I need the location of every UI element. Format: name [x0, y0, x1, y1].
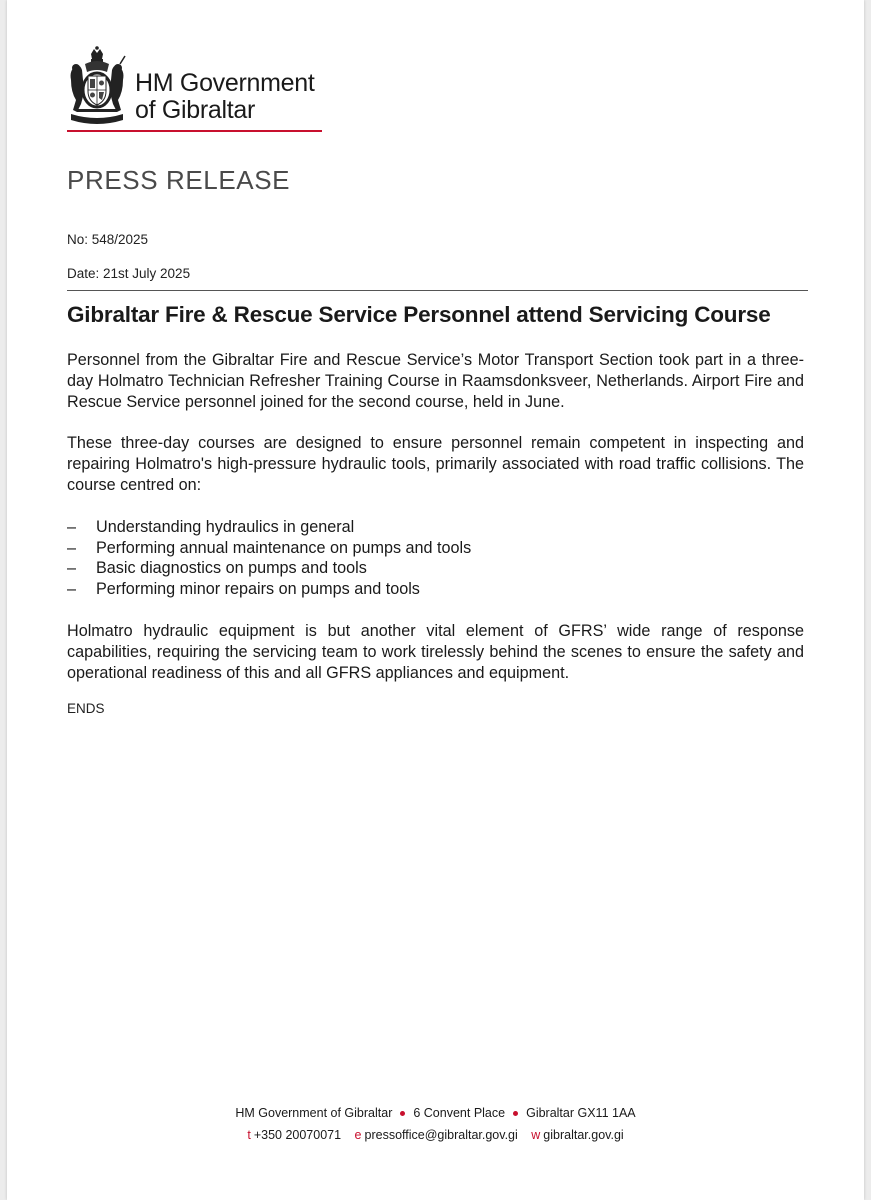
list-item	[67, 517, 804, 538]
list-item-text: Performing annual maintenance on pumps and tools	[96, 538, 472, 557]
footer-address-street: 6 Convent Place	[413, 1106, 506, 1120]
coat-of-arms-icon	[67, 46, 127, 128]
email-address[interactable]: pressoffice@gibraltar.gov.gi	[364, 1128, 518, 1142]
release-date: Date: 21st July 2025	[67, 266, 191, 281]
organization-name	[135, 70, 315, 124]
ends-marker: ENDS	[67, 701, 105, 717]
bullet-dash: –	[67, 538, 77, 557]
list-item-text: Basic diagnostics on pumps and tools	[96, 559, 367, 578]
release-number: No: 548/2025	[67, 232, 149, 247]
article-paragraph-2: These three-day courses are designed to ensure personnel remain competent in inspecting and repairing Holmatro's high-pressure hydraulic tools, primarily associated with road traffic collisions. The course centred on:	[67, 434, 804, 494]
email-prefix: e	[354, 1128, 362, 1142]
footer-address-org: HM Government of Gibraltar	[235, 1106, 393, 1120]
footer-address-city: Gibraltar GX11 1AA	[526, 1106, 636, 1120]
article-paragraph-1: Personnel from the Gibraltar Fire and Rescue Service’s Motor Transport Section took part in a three-day Holmatro Technician Refresher Training Course in Raamsdonksveer, Netherlands. Airport Fire and Rescue Service personnel joined for the second course, held in June.	[67, 351, 804, 411]
website-link[interactable]: gibraltar.gov.gi	[543, 1128, 624, 1142]
separator-dot-icon	[400, 1111, 405, 1116]
organization-name-line1: HM Government	[135, 69, 315, 97]
article-paragraph-3: Holmatro hydraulic equipment is but another vital element of GFRS’ wide range of response capabilities, requiring the servicing team to work tirelessly behind the scenes to ensure the safety and operational readiness of this and all GFRS appliances and equipment.	[67, 621, 804, 682]
list-item	[67, 579, 804, 600]
web-prefix: w	[531, 1128, 541, 1142]
list-item-text: Understanding hydraulics in general	[96, 517, 355, 536]
bullet-dash: –	[67, 580, 77, 599]
article-body	[67, 300, 804, 716]
list-item-text: Performing minor repairs on pumps and tools	[96, 580, 420, 599]
phone-number: +350 20070071	[253, 1128, 342, 1142]
document-type-heading: PRESS RELEASE	[67, 165, 291, 195]
header-divider	[67, 290, 808, 291]
phone-prefix: t	[247, 1128, 251, 1142]
footer-web	[531, 1128, 623, 1142]
footer-email	[355, 1128, 518, 1142]
press-release-page	[7, 0, 864, 1200]
organization-name-line2: of Gibraltar	[135, 96, 256, 124]
bullet-dash: –	[67, 559, 77, 578]
footer-address	[7, 1106, 864, 1120]
separator-dot-icon	[513, 1111, 518, 1116]
article-title: Gibraltar Fire & Rescue Service Personnel attend Servicing Course	[67, 302, 771, 327]
list-item	[67, 558, 804, 579]
course-topics-list	[67, 517, 804, 600]
footer-contacts	[7, 1128, 864, 1142]
list-item	[67, 538, 804, 559]
footer-phone	[247, 1128, 341, 1142]
header-accent-rule	[67, 130, 322, 132]
bullet-dash: –	[67, 517, 77, 536]
